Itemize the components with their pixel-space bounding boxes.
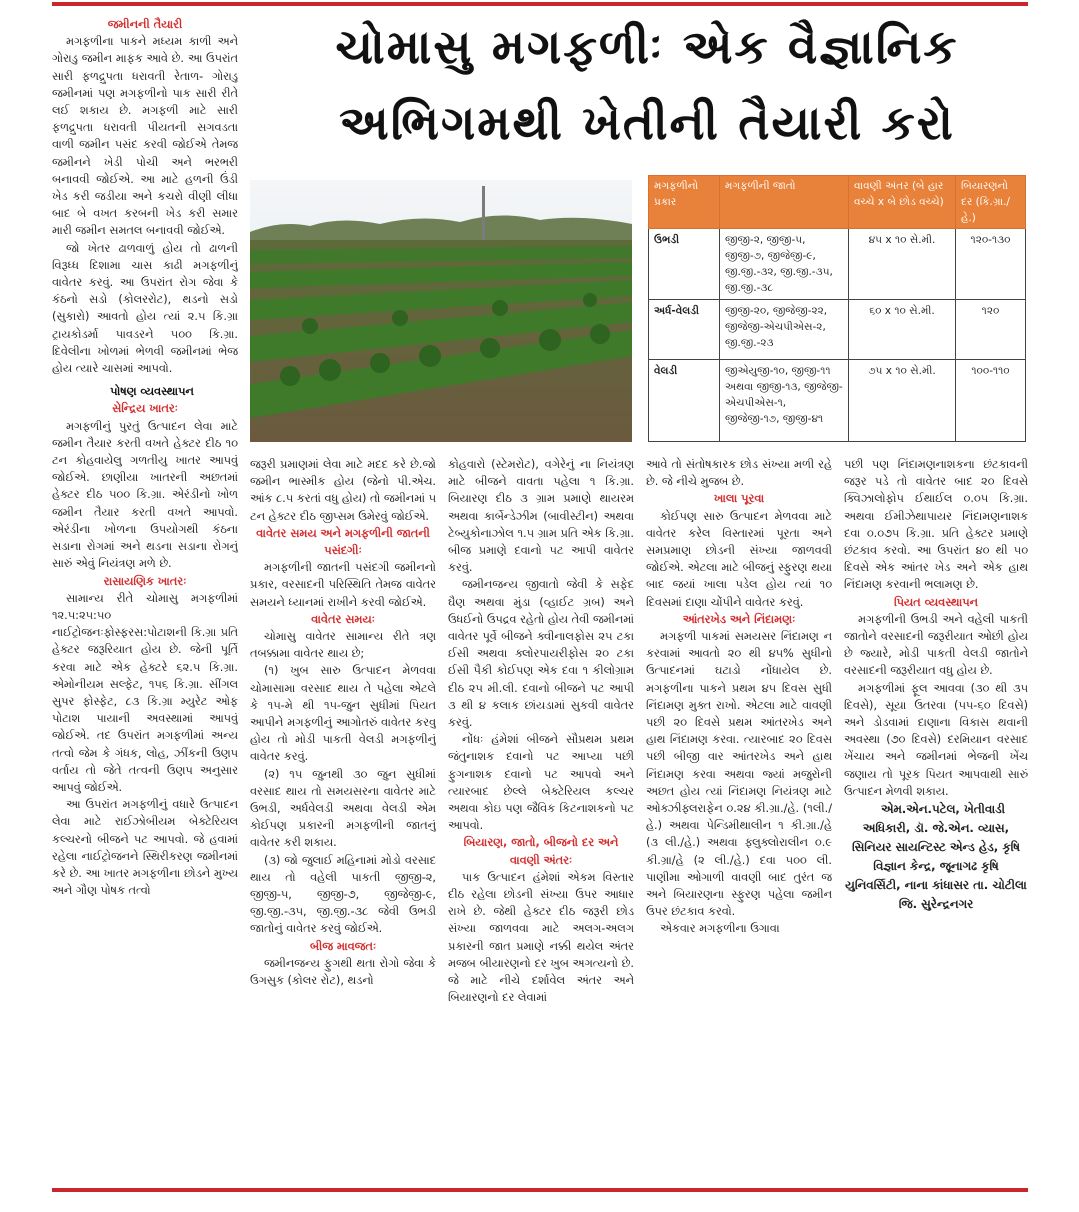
table-cell: અર્ધ-વેલડી — [649, 300, 720, 360]
paragraph: મગફળીનું પુરતું ઉત્પાદન લેવા માટે જમીન તૈયાર કરતી વખતે હેક્ટર દીઠ ૧૦ ટન કોહવાયેલુ ગળતીયુ ખાતર આપવું જોઈએ. છાણીયા ખાતરની અછતમાં હેક્ટર દીઠ ૫૦૦ કિ.ગ્રા. એરંડીનો ખોળ જમીન તૈયાર કરતી વખતે આપવો. એરંડીના ખોળના ઉપયોગથી કંઠના સડાના રોગમાં અને થડના સડાના રોગનું સારું એવું નિયંત્રણ મળે છે. — [52, 419, 238, 571]
table-row — [649, 229, 1026, 300]
paragraph: જો ખેતર ઢાળવાળું હોય તો ઢાળની વિરૂધ્ધ દિશામા ચાસ કાઢી મગફળીનું વાવેતર કરવું. આ ઉપરાંત રોગ જેવા કે કંઠનો સડો (કોલરરોટ), થડનો સડો (સુકારો) આવતો હોય ત્યાં ૨.૫ કિ.ગ્રા ટ્રાયકોડર્મા પાવડરને ૫૦૦ કિ.ગ્રા. દિવેલીના ખોળમાં ભેળવી જમીનમાં ભેજ હોય ત્યારે ચાસમાં આપવો. — [52, 241, 238, 376]
table-cell: ૪૫ x ૧૦ સે.મી. — [849, 229, 956, 300]
field-illustration — [250, 180, 632, 442]
section-heading-nutrition: પોષણ વ્યવસ્થાપન — [110, 385, 194, 399]
paragraph: (૧) ખુબ સારુ ઉત્પાદન મેળવવા ચોમાસામા વરસાદ થાય તે પહેલા એટલે કે ૧૫-મે થી ૧૫-જુન સુધીમાં પિયત આપીને મગફળીનું આગોતરું વાવેતર કરવુ હોય તો મોડી પાકતી વેલડી મગફળીનું વાવેતર કરવું. — [250, 664, 436, 764]
paragraph: (૨) ૧૫ જુનથી ૩૦ જુન સુધીમાં વરસાદ થાય તો સમયસરના વાવેતર માટે ઉભડી, અર્ધવેલડી અથવા વેલડી એમ કોઈપણ પ્રકારની મગફળીની જાતનું વાવેતર કરી શકાય. — [250, 767, 436, 850]
paragraph: જમીનજન્ય જીવાતો જેવી કે સફેદ ઘૈણ અથવા મુંડા (વ્હાઈટ ગ્રબ) અને ઉધઈનો ઉપદ્રવ રહેતો હોય તેવી જમીનમાં વાવેતર પૂર્વે બીજને ક્વીનાલફોસ ૨૫ ટકા ઈસી અથવા ક્લોરપાયરીફોસ ૨૦ ટકા ઈસી પૈકી કોઈપણ એક દવા ૧ કીલોગ્રામ દીઠ ૨૫ મી.લી. દવાનો બીજને પટ આપી ૩ થી ૪ કલાક છાંયડામાં સુકવી વાવેતર કરવું. — [448, 578, 634, 730]
paragraph: મગફળીમાં ફૂલ આવવા (૩૦ થી ૩૫ દિવસે), સૂયા ઉતરવા (૫૫-૬૦ દિવસે) અને ડોડવામાં દાણાના વિકાસ થવાની અવસ્થા (૭૦ દિવસે) દરમિયાન વરસાદ ખેંચાય અને જમીનમાં ભેજની ખેંચ જણાય તો પૂરક પિયત આપવાથી સારું ઉત્પાદન મેળવી શકાય. — [844, 681, 1028, 798]
table-cell: ૧૨૦-૧૩૦ — [956, 229, 1026, 300]
table-cell: ૧૦૦-૧૧૦ — [956, 360, 1026, 442]
paragraph: મગફળીની જાતની પસંદગી જમીનનો પ્રકાર, વરસાદની પરિસ્થિતિ તેમજ વાવેતર સમયને ધ્યાનમાં રાખીને કરવી જોઈએ. — [250, 561, 436, 609]
paragraph: કોઈપણ સારુ ઉત્પાદન મેળવવા માટે વાવેતર કરેલ વિસ્તારમાં પૂરતા અને સમપ્રમાણ છોડની સંખ્યા જાળવવી જોઈએ. એટલા માટે બીજનું સ્ફુરણ થયા બાદ જયાં ખાલા પડેલ હોય ત્યાં ૧૦ દિવસમાં દાણા ચોંપીને વાવેતર કરવું. — [646, 509, 832, 609]
paragraph: પછી પણ નિંદામણનાશકના છંટકાવની જરૂર પડે તો વાવેતર બાદ ૨૦ દિવસે ક્વિઝાલોફોપ ઈથાઈલ ૦.૦૫ કિ.ગ્રા. અથવા ઈમીઝેથાપાયર નિંદામણનાશક દવા ૦.૦૭૫ કિ.ગ્રા. પ્રતિ હેક્ટર પ્રમાણે છંટકાવ કરવો. આ ઉપરાંત ૪૦ થી ૫૦ દિવસે એક આંતર ખેડ અને એક હાથ નિંદામણ કરવાની ભલામણ છે. — [844, 458, 1028, 592]
table-cell: ૧૨૦ — [956, 300, 1026, 360]
varieties-table — [648, 175, 1026, 442]
column-header: બિયારણનો દર (કિ.ગ્રા./હે.) — [956, 176, 1026, 229]
paragraph: જરૂરી પ્રમાણમાં લેવા માટે મદદ કરે છે.જો જમીન ભાસ્મીક હોય (જેનો પી.એચ. આંક ૮.૫ કરતાં વધુ હોય) તો જમીનમાં ૫ ટન હેક્ટર દીઠ જીપ્સમ ઉમેરવું જોઈએ. — [250, 458, 436, 523]
table-row — [649, 300, 1026, 360]
subheading-irrigation: પિયત વ્યવસ્થાપન — [894, 595, 978, 609]
headline: ચોમાસુ મગફળીઃ એક વૈજ્ઞાનિક અભિગમથી ખેતીની તૈયારી કરો — [335, 20, 959, 151]
section-heading-land-prep: જમીનની તૈયારી — [107, 18, 183, 31]
table-cell: ઉભડી — [649, 229, 720, 300]
column-1 — [52, 16, 238, 1184]
paragraph: મગફળીની ઉભડી અને વહેલી પાકતી જાતોને વરસાદની જરૂરીયાત ઓછી હોય છે જ્યારે, મોડી પાકતી વેલડી જાતોને વરસાદની જરૂરીયાત વધુ હોય છે. — [844, 612, 1028, 678]
column-4 — [646, 456, 832, 1184]
subheading-weeding: આંતરખેડ અને નિંદામણઃ — [682, 612, 796, 626]
subheading-seed-rate: બિયારણ, જાતો, બીજનો દર અને વાવણી અંતરઃ — [463, 836, 619, 867]
paragraph: સામાન્ય રીતે ચોમાસુ મગફળીમાં ૧૨.૫:૨૫:૫૦ નાઈટ્રોજનઃફોસ્ફરસ:પોટાશની કિ.ગ્રા પ્રતિ હેક્ટર જરૂરિયાત હોય છે. જેની પૂર્તિ કરવા માટે એક હેક્ટરે ૬૨.૫ કિ.ગ્રા. એમોનીયમ સલ્ફેટ, ૧૫૬ કિ.ગ્રા. સીંગલ સુપર ફોસ્ફેટ, ૮૩ કિ.ગ્રા મ્યુરેટ ઓફ પોટાશ પાયાની અવસ્થામાં આપવું જોઈએ. તદ ઉપરાંત મગફળીમાં અન્ય તત્વો જેમ કે ગંધક, લોહ, ઝીંકની ઉણપ વર્તાય તો જેતે તત્વની ઉણપ અનુસાર આપવું જોઈએ. — [52, 591, 238, 794]
top-rule — [52, 2, 1028, 6]
paragraph: નોંધઃ હંમેશાં બીજને સૌપ્રથમ પ્રથમ જંતુનાશક દવાનો પટ આપ્યા પછી ફુગનાશક દવાનો પટ આપવો અને ત્યારબાદ છેલ્લે બેક્ટેરિયલ કલ્ચર અથવા કોઇ પણ જૈવિક કિટનાશકનો પટ આપવો. — [448, 733, 634, 833]
table-cell: વેલડી — [649, 360, 720, 442]
column-header: મગફળીનો પ્રકાર — [649, 176, 720, 229]
subheading-sowing-time-variety: વાવેતર સમય અને મગફળીની જાતની પસંદગીઃ — [256, 526, 430, 558]
bottom-rule — [52, 1188, 1028, 1192]
author-credit: એમ.એન.પટેલ, ખેતીવાડી અધિકારી, ડૉ. જે.એન. વ્યાસ, સિનિયર સાયન્ટિસ્ટ એન્ડ હેડ, કૃષિ વિજ્ઞાન કેન્દ્ર, જૂનાગઢ કૃષિ યુનિવર્સિટી, નાના કાંધાસર તા. ચોટીલા જિ. સુરેન્દ્રનગર — [845, 802, 1027, 912]
table-header-row — [649, 176, 1026, 229]
subheading-gap-filling: ખાલા પૂરવા — [713, 492, 765, 506]
subheading-organic: સેન્દ્રિય ખાતરઃ — [112, 402, 178, 416]
column-5 — [844, 456, 1028, 1184]
paragraph: (૩) જો જુલાઈ મહિનામાં મોડો વરસાદ થાય તો વહેલી પાકતી જીજી-૨, જીજી-૫, જીજી-૭, જીજેજી-૯, જી.જી.-૩૫, જી.જી.-૩૮ જેવી ઉભડી જાતોનું વાવેતર કરવું જોઈએ. — [250, 853, 436, 936]
paragraph: ચોમાસુ વાવેતર સામાન્ય રીતે ત્રણ તબક્કામા વાવેતર થાય છે; — [250, 630, 436, 661]
column-header: મગફળીની જાતો — [720, 176, 849, 229]
subheading-seed-treatment: બીજ માવજતઃ — [309, 939, 377, 953]
table-cell: ૭૫ x ૧૦ સે.મી. — [849, 360, 956, 442]
paragraph: કોહવારો (સ્ટેમરોટ), વગેરેનું ના નિયંત્રણ માટે બીજને વાવતા પહેલા ૧ કિ.ગ્રા. બિયારણ દીઠ ૩ ગ્રામ પ્રમાણે થાયરમ અથવા કાર્બેન્ડેઝીમ (બાવીસ્ટીન) અથવા ટેબ્યુકોનાઝોલ ૧.૫ ગ્રામ પ્રતિ એક કિ.ગ્રા. બીજ પ્રમાણે દવાનો પટ આપી વાવેતર કરવું. — [448, 458, 634, 575]
subheading-sowing-time: વાવેતર સમયઃ — [311, 612, 375, 626]
table-cell: જીએયુજી-૧૦, જીજી-૧૧ અથવા જીજી-૧૩, જીજેજી-એચપીએસ-૧, જીજેજી-૧૭, જીજી-૪૧ — [720, 360, 849, 442]
subheading-chemical: રાસાયણિક ખાતરઃ — [103, 574, 187, 588]
paragraph: આવે તો સંતોષકારક છોડ સંખ્યા મળી રહે છે. જે નીચે મુજબ છે. — [646, 458, 832, 489]
paragraph: પાક ઉત્પાદન હંમેશાં એકમ વિસ્તાર દીઠ રહેલા છોડની સંખ્યા ઉપર આધાર રાખે છે. જેથી હેક્ટર દીઠ જરૂરી છોડ સંખ્યા જાળવવા માટે અલગ-અલગ પ્રકારની જાત પ્રમાણે નક્કી થયેલ અંતર મજબ બીયારણનો દર ખુબ અગત્યનો છે. જે માટે નીચે દર્શાવેલ અંતર અને બિયારણનો દર લેવામાં — [448, 870, 634, 1005]
peanut-field-photo — [250, 180, 632, 442]
column-2 — [250, 456, 436, 1184]
paragraph: એકવાર મગફળીના ઉગાવા — [660, 922, 780, 936]
table-cell: જીજી-૨૦, જીજેજી-૨૨, જીજેજી-એચપીએસ-૨, જી.જી.-૨૩ — [720, 300, 849, 360]
paragraph: મગફળી પાકમાં સમયસર નિંદામણ ન કરવામાં આવતો ૨૦ થી ૪૫% સુધીનો ઉત્પાદનમાં ઘટાડો નોંધાયેલ છે. મગફળીના પાકને પ્રથમ ૪૫ દિવસ સુધી નિંદામણ મુક્ત રાખો. એટલા માટે વાવણી પછી ૨૦ દિવસે પ્રથમ આંતરખેડ અને હાથ નિંદામણ કરવા. ત્યારબાદ ૨૦ દિવસ પછી બીજી વાર આંતરખેડ અને હાથ નિંદામણ કરવા અથવા જ્યાં મજુરોની અછત હોય ત્યાં નિંદામણ નિયંત્રણ માટે ઓક્ઝીફ્લરાફેન ૦.૨૪ કી.ગ્રા./હે. (૧લી./હે.) અથવા પેન્ડિમીથાલીન ૧ કી.ગ્રા./હે (૩ લી./હે.) અથવા ફ્લુક્લોરાલીન ૦.૯ કી.ગ્રા/હે (૨ લી./હે.) દવા ૫૦૦ લી. પાણીમા ઓગાળી વાવણી બાદ તુરંત જ અને બિયારણના સ્ફુરણ પહેલા જમીન ઉપર છંટકાવ કરવો. — [646, 630, 832, 919]
table-cell: જીજી-૨, જીજી-૫, જીજી-૭, જીજેજી-૯, જી.જી.-૩૨, જી.જી.-૩૫, જી.જી.-૩૮ — [720, 229, 849, 300]
paragraph: મગફળીના પાકને મધ્યમ કાળી અને ગોરાડુ જમીન માફક આવે છે. આ ઉપરાંત સારી ફળદ્રુપતા ધરાવતી રેતાળ- ગોરાડુ જમીનમાં પણ મગફળીનો પાક સારી રીતે લઈ શકાય છે. મગફળી માટે સારી ફળદ્રુપતા ધરાવતી પીયતની સગવડતા વાળી જમીન પસંદ કરવી જોઈએ તેમજ જમીનને ખેડી પોચી અને ભરભરી બનાવવી જોઈએ. આ માટે હળની ઉંડી ખેડ કરી જડીયા અને કચરો વીણી લીધા બાદ બે વખત કરબની ખેડ કરી સમાર મારી જમીન સમતલ બનાવવી જોઈએ. — [52, 35, 238, 238]
column-3 — [448, 456, 634, 1184]
paragraph: આ ઉપરાંત મગફળીનું વધારે ઉત્પાદન લેવા માટે રાઈઝોબીયમ બેક્ટેરિયલ કલ્ચરનો બીજને પટ આપવો. જે હવામાં રહેલા નાઈટ્રોજનને સ્થિરીકરણ જમીનમાં કરે છે. આ ખાતર મગફળીના છોડને મુખ્ય અને ગૌણ પોષક તત્વો — [52, 798, 238, 898]
table-cell: ૬૦ x ૧૦ સે.મી. — [849, 300, 956, 360]
paragraph: જમીનજન્ય ફુગથી થતા રોગો જેવા કે ઉગસુક (કોલર રોટ), થડનો — [250, 956, 436, 988]
table-row — [649, 360, 1026, 442]
column-header: વાવણી અંતર (બે હાર વચ્ચે x બે છોડ વચ્ચે) — [849, 176, 956, 229]
